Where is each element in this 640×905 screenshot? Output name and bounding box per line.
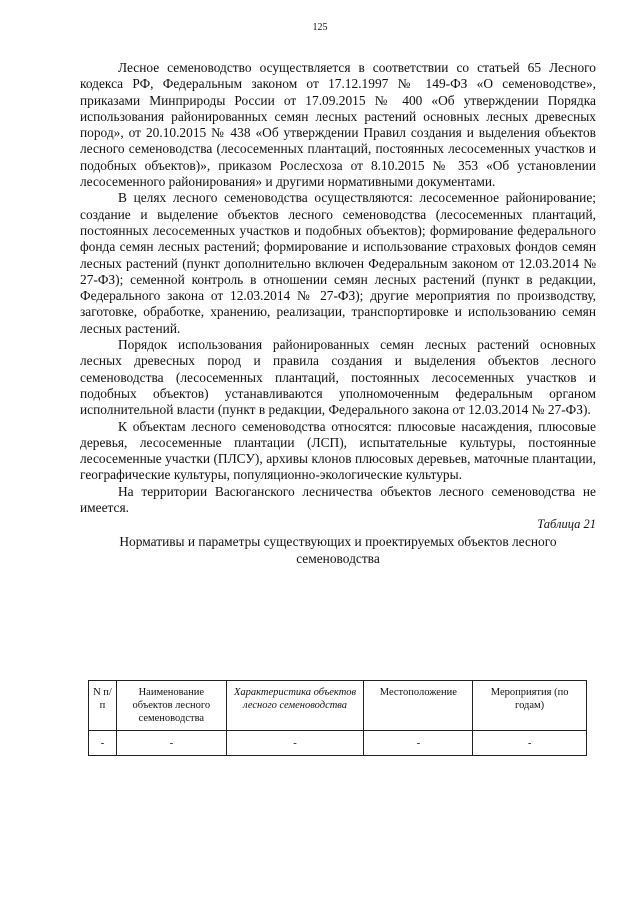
seed-objects-table (88, 680, 587, 756)
cell-characteristics: - (226, 731, 364, 756)
cell-location: - (364, 731, 473, 756)
header-characteristics: Характеристика объектов лесного семеноводства (226, 681, 364, 731)
header-number: N п/п (89, 681, 117, 731)
paragraph-legal-basis: Лесное семеноводство осуществляется в соответствии со статьей 65 Лесного кодекса РФ, Федеральным законом от 17.12.1997 № 149-ФЗ «О семеноводстве», приказами Минприроды России от 17.09.2015 № 400 «Об утверждении Порядка использования районированных семян лесных растений основных лесных древесных пород», от 20.10.2015 № 438 «Об утверждении Правил создания и выделения объектов лесного семеноводства (лесосеменных плантаций, постоянных лесосеменных участков и подобных объектов)», приказом Рослесхоза от 8.10.2015 № 353 «Об установлении лесосеменного районирования» и другими нормативными документами. (80, 60, 596, 190)
page-number: 125 (312, 22, 328, 33)
document-body (80, 60, 596, 567)
table-header-row (89, 681, 587, 731)
cell-name: - (116, 731, 226, 756)
paragraph-procedure: Порядок использования районированных семян лесных растений основных лесных древесных пород и правила создания и выделения объектов лесного семеноводства (лесосеменных плантаций, постоянных лесосеменных участков и подобных объектов) устанавливаются уполномоченным федеральным органом исполнительной власти (пункт в редакции, Федерального закона от 12.03.2014 № 27-ФЗ). (80, 337, 596, 418)
table-title: Нормативы и параметры существующих и проектируемых объектов лесного семеноводства (119, 534, 557, 566)
cell-number: - (89, 731, 117, 756)
paragraph-forestry-none: На территории Васюганского лесничества объектов лесного семеноводства не имеется. (80, 483, 596, 516)
header-name: Наименование объектов лесного семеноводства (116, 681, 226, 731)
table-row (89, 731, 587, 756)
header-location: Местоположение (364, 681, 473, 731)
header-measures: Мероприятия (по годам) (473, 681, 587, 731)
table-number: Таблица 21 (537, 517, 596, 532)
paragraph-activities: В целях лесного семеноводства осуществляются: лесосеменное районирование; создание и выделение объектов лесного семеноводства (лесосеменных плантаций, постоянных лесосеменных участков и подобных объектов); формирование федерального фонда семян лесных растений; формирование и использование страховых фондов семян лесных растений (пункт дополнительно включен Федеральным законом от 12.03.2014 № 27-ФЗ); семенной контроль в отношении семян лесных растений (пункт в редакции, Федерального закона от 12.03.2014 № 27-ФЗ); другие мероприятия по производству, заготовке, обработке, хранению, реализации, транспортировке и использованию семян лесных растений. (80, 190, 596, 336)
paragraph-objects: К объектам лесного семеноводства относятся: плюсовые насаждения, плюсовые деревья, лесосеменные плантации (ЛСП), испытательные культуры, постоянные лесосеменные участки (ПЛСУ), архивы клонов плюсовых деревьев, маточные плантации, географические культуры, популяционно-экологические культуры. (80, 418, 596, 483)
cell-measures: - (473, 731, 587, 756)
